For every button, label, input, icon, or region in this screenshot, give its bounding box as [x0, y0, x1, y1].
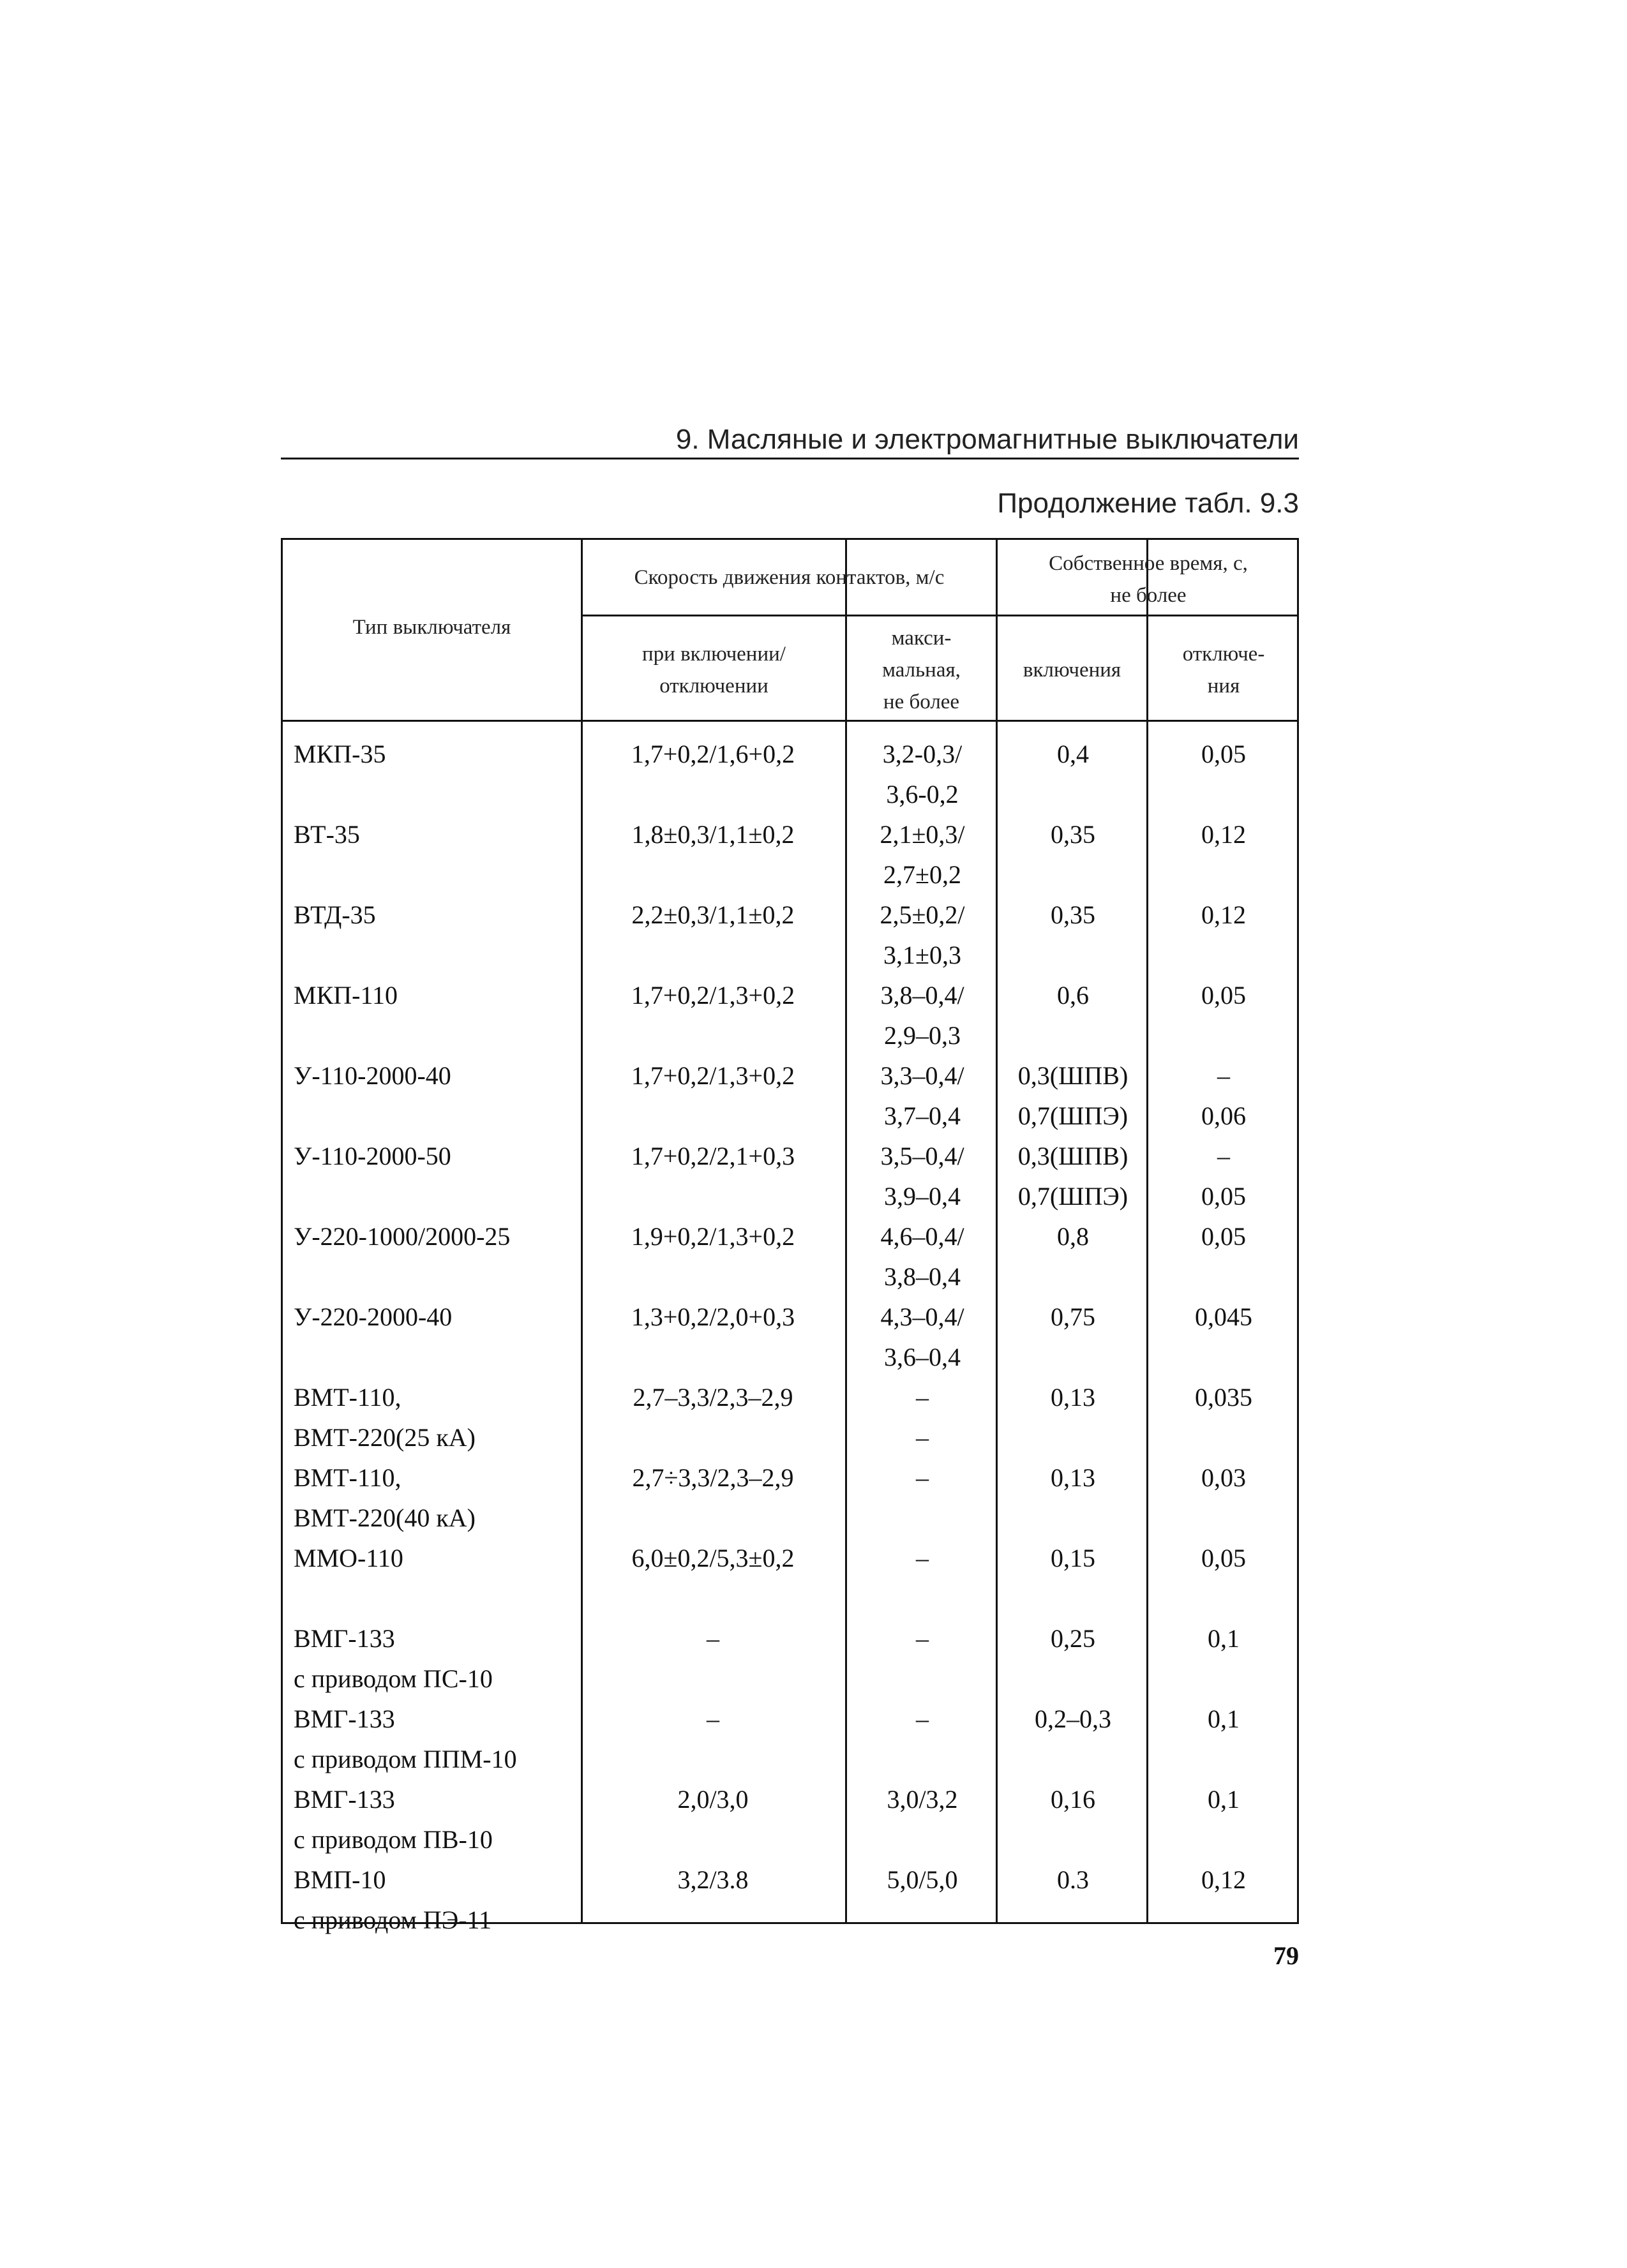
time-on-cell: 0,6	[1057, 981, 1089, 1010]
time-on-cell: 0.3	[1057, 1865, 1089, 1894]
speed-cell: 1,9+0,2/1,3+0,2	[631, 1222, 795, 1251]
switch-type-cell: ВТД-35	[294, 900, 376, 929]
table-divider	[845, 538, 847, 1924]
speed-cell: 6,0±0,2/5,3±0,2	[631, 1544, 795, 1572]
switch-type-cell: У-110-2000-50	[294, 1142, 451, 1170]
table-divider	[581, 538, 583, 1924]
switch-type-cell: МКП-35	[294, 740, 386, 768]
time-on-cell: 0,8	[1057, 1222, 1089, 1251]
time-off-cell: 0,05	[1201, 1544, 1246, 1572]
max-speed-cell: 4,6–0,4/	[880, 1222, 964, 1251]
header-line: мальная,	[882, 659, 961, 682]
time-on-cell: 0,3(ШПВ)	[1017, 1142, 1128, 1170]
switch-type-cell: ВМГ-133	[294, 1624, 395, 1653]
max-speed-cell: 2,9–0,3	[884, 1021, 961, 1050]
time-off-cell: 0,03	[1201, 1463, 1246, 1492]
max-speed-cell: 5,0/5,0	[887, 1865, 958, 1894]
time-off-cell: –	[1217, 1061, 1230, 1090]
speed-cell: 1,3+0,2/2,0+0,3	[631, 1302, 795, 1331]
time-off-cell: –	[1217, 1142, 1230, 1170]
speed-cell: 2,7–3,3/2,3–2,9	[633, 1383, 793, 1412]
time-on-cell: 0,4	[1057, 740, 1089, 768]
time-on-cell: 0,7(ШПЭ)	[1017, 1101, 1128, 1130]
switch-type-cell: ВМТ-110,	[294, 1383, 401, 1412]
max-speed-cell: –	[916, 1624, 929, 1653]
header-speed-group: Скорость движения контактов, м/с	[634, 566, 945, 589]
max-speed-cell: 3,6–0,4	[884, 1343, 961, 1371]
running-head: 9. Масляные и электромагнитные выключатели	[675, 424, 1299, 455]
max-speed-cell: 2,1±0,3/	[880, 820, 965, 849]
header-line: отключе-	[1182, 643, 1265, 666]
header-time-off	[1148, 638, 1299, 702]
time-off-cell: 0,05	[1201, 1182, 1246, 1211]
time-on-cell: 0,75	[1051, 1302, 1095, 1331]
time-off-cell: 0,045	[1195, 1302, 1252, 1331]
speed-cell: 1,7+0,2/1,3+0,2	[631, 981, 795, 1010]
time-on-cell: 0,7(ШПЭ)	[1017, 1182, 1128, 1211]
switch-type-cell: с приводом ПВ-10	[294, 1825, 493, 1854]
time-on-cell: 0,13	[1051, 1383, 1095, 1412]
max-speed-cell: 3,6-0,2	[886, 780, 959, 809]
time-on-cell: 0,3(ШПВ)	[1017, 1061, 1128, 1090]
speed-cell: 2,7÷3,3/2,3–2,9	[632, 1463, 794, 1492]
table-divider	[1146, 538, 1148, 1924]
header-line: отключении	[659, 675, 769, 698]
switch-type-cell: ВМТ-110,	[294, 1463, 401, 1492]
header-speed-max	[847, 622, 996, 718]
table-divider	[996, 538, 998, 1924]
speed-cell: –	[707, 1705, 719, 1733]
time-off-cell: 0,12	[1201, 900, 1246, 929]
switch-type-cell: ВМТ-220(25 кА)	[294, 1423, 476, 1452]
switch-type-cell: с приводом ППМ-10	[294, 1745, 517, 1773]
switch-type-cell: МКП-110	[294, 981, 398, 1010]
max-speed-cell: 3,9–0,4	[884, 1182, 961, 1211]
max-speed-cell: 2,7±0,2	[883, 860, 961, 889]
max-speed-cell: 3,8–0,4/	[880, 981, 964, 1010]
max-speed-cell: 4,3–0,4/	[880, 1302, 964, 1331]
speed-cell: 1,7+0,2/2,1+0,3	[631, 1142, 795, 1170]
time-off-cell: 0,05	[1201, 1222, 1246, 1251]
speed-cell: 1,7+0,2/1,3+0,2	[631, 1061, 795, 1090]
max-speed-cell: 3,0/3,2	[887, 1785, 958, 1814]
switch-type-cell: У-110-2000-40	[294, 1061, 451, 1090]
speed-cell: 3,2/3.8	[677, 1865, 749, 1894]
time-off-cell: 0,035	[1195, 1383, 1252, 1412]
max-speed-cell: 3,5–0,4/	[880, 1142, 964, 1170]
time-on-cell: 0,16	[1051, 1785, 1095, 1814]
time-on-cell: 0,13	[1051, 1463, 1095, 1492]
max-speed-cell: 3,1±0,3	[883, 941, 961, 969]
time-off-cell: 0,05	[1201, 981, 1246, 1010]
switch-type-cell: ВМТ-220(40 кА)	[294, 1503, 476, 1532]
switch-type-cell: с приводом ПС-10	[294, 1664, 493, 1693]
time-on-cell: 0,35	[1051, 900, 1095, 929]
time-on-cell: 0,2–0,3	[1035, 1705, 1111, 1733]
header-time-on: включения	[1023, 659, 1121, 682]
header-speed-on-off	[583, 638, 845, 702]
max-speed-cell: 3,3–0,4/	[880, 1061, 964, 1090]
time-on-cell: 0,15	[1051, 1544, 1095, 1572]
time-off-cell: 0,06	[1201, 1101, 1246, 1130]
max-speed-cell: –	[916, 1463, 929, 1492]
header-line: при включении/	[642, 643, 786, 666]
max-speed-cell: 3,7–0,4	[884, 1101, 961, 1130]
max-speed-cell: 3,2-0,3/	[882, 740, 963, 768]
table-divider	[581, 615, 1299, 616]
header-line: Собственное время, с,	[1049, 552, 1248, 575]
table-divider	[281, 720, 1299, 722]
switch-type-cell: ВМГ-133	[294, 1785, 395, 1814]
table-caption: Продолжение табл. 9.3	[997, 488, 1299, 519]
header-time-group	[998, 548, 1299, 611]
speed-cell: –	[707, 1624, 719, 1653]
header-line: не более	[1110, 584, 1187, 607]
speed-cell: 1,8±0,3/1,1±0,2	[631, 820, 795, 849]
max-speed-cell: –	[916, 1423, 929, 1452]
switch-type-cell: ВТ-35	[294, 820, 360, 849]
switch-type-cell: с приводом ПЭ-11	[294, 1906, 492, 1934]
header-type: Тип выключателя	[352, 616, 511, 639]
time-on-cell: 0,35	[1051, 820, 1095, 849]
switch-type-cell: ВМГ-133	[294, 1705, 395, 1733]
switch-type-cell: У-220-2000-40	[294, 1302, 453, 1331]
switch-type-cell: ММО-110	[294, 1544, 403, 1572]
max-speed-cell: –	[916, 1383, 929, 1412]
time-off-cell: 0,12	[1201, 1865, 1246, 1894]
header-rule	[281, 458, 1299, 459]
header-line: не более	[883, 690, 960, 713]
speed-cell: 2,2±0,3/1,1±0,2	[631, 900, 795, 929]
max-speed-cell: 3,8–0,4	[884, 1262, 961, 1291]
time-on-cell: 0,25	[1051, 1624, 1095, 1653]
speed-cell: 2,0/3,0	[677, 1785, 749, 1814]
max-speed-cell: –	[916, 1544, 929, 1572]
header-line: ния	[1207, 675, 1240, 698]
switch-type-cell: ВМП-10	[294, 1865, 386, 1894]
time-off-cell: 0,1	[1208, 1705, 1240, 1733]
header-line: макси-	[891, 627, 952, 650]
time-off-cell: 0,1	[1208, 1624, 1240, 1653]
speed-cell: 1,7+0,2/1,6+0,2	[631, 740, 795, 768]
max-speed-cell: 2,5±0,2/	[880, 900, 965, 929]
time-off-cell: 0,12	[1201, 820, 1246, 849]
page-number: 79	[1273, 1941, 1299, 1970]
switch-type-cell: У-220-1000/2000-25	[294, 1222, 511, 1251]
time-off-cell: 0,1	[1208, 1785, 1240, 1814]
max-speed-cell: –	[916, 1705, 929, 1733]
time-off-cell: 0,05	[1201, 740, 1246, 768]
